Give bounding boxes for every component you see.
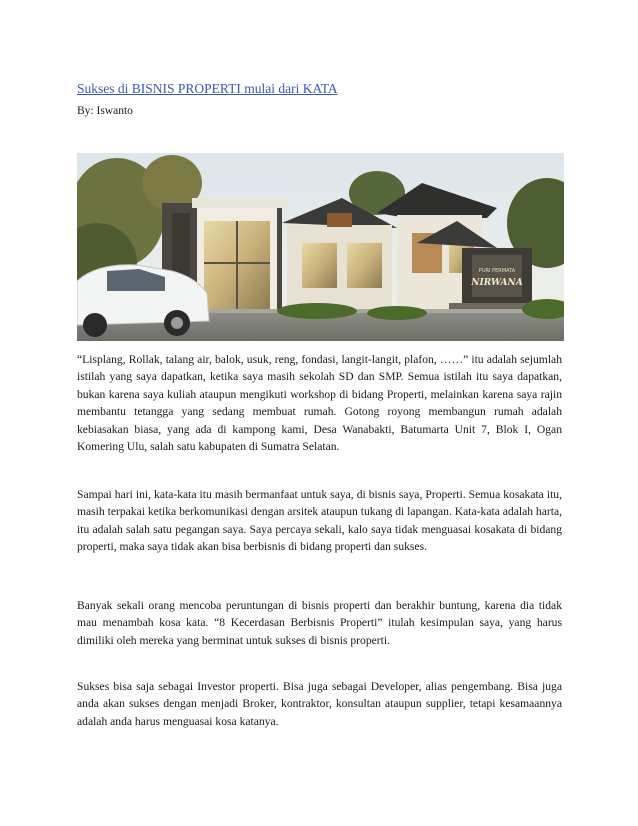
hero-house-image [77, 153, 564, 341]
signboard-line1: PURI PERMATA [478, 268, 516, 274]
author-byline: By: Iswanto [77, 105, 133, 117]
article-title-link[interactable]: Sukses di BISNIS PROPERTI mulai dari KATA [77, 81, 338, 96]
paragraph-2: Sampai hari ini, kata-kata itu masih bermanfaat untuk saya, di bisnis saya, Properti. Semua kosakata itu, masih terpakai ketika berkomunikasi dengan arsitek ataupun tukang di lapangan. Kata-kata adalah harta, itu adalah salah satu pegangan saya. Saya percaya sekali, kalo saya tidak menguasai kosakata di bidang properti, maka saya tidak akan bisa berbisnis di bidang properti dan sukses. [77, 488, 562, 554]
paragraph-1: “Lisplang, Rollak, talang air, balok, usuk, reng, fondasi, langit-langit, plafon, ……” itu adalah sejumlah istilah yang saya dapatkan, ketika saya masih sekolah SD dan SMP. Semua istilah itu saya dapatkan, bukan karena saya kuliah ataupun mengikuti workshop di bidang Properti, melainkan karena saya rajin membantu tetangga yang sedang membuat rumah. Gotong royong membangun rumah adalah kebiasakan biasa, yang ada di kampong kami, Desa Wanabakti, Batumarta Unit 7, Blok I, Ogan Komering Ulu, salah satu kabupaten di Sumatra Selatan. [77, 353, 562, 454]
house-illustration [77, 153, 564, 341]
signboard-line2: NIRWANA [471, 278, 523, 288]
paragraph-3: Banyak sekali orang mencoba peruntungan di bisnis properti dan berakhir buntung, karena dia tidak mau menambah kosa kata. “8 Kecerdasan Berbisnis Properti” itulah kesimpulan saya, yang harus dimiliki oleh mereka yang berminat untuk sukses di bisnis properti. [77, 599, 562, 647]
paragraph-4: Sukses bisa saja sebagai Investor properti. Bisa juga sebagai Developer, alias pengembang. Bisa juga anda akan sukses dengan menjadi Broker, kontraktor, konsultan ataupun supplier, tetapi kesamaannya adalah anda harus menguasai kosa katanya. [77, 680, 562, 728]
